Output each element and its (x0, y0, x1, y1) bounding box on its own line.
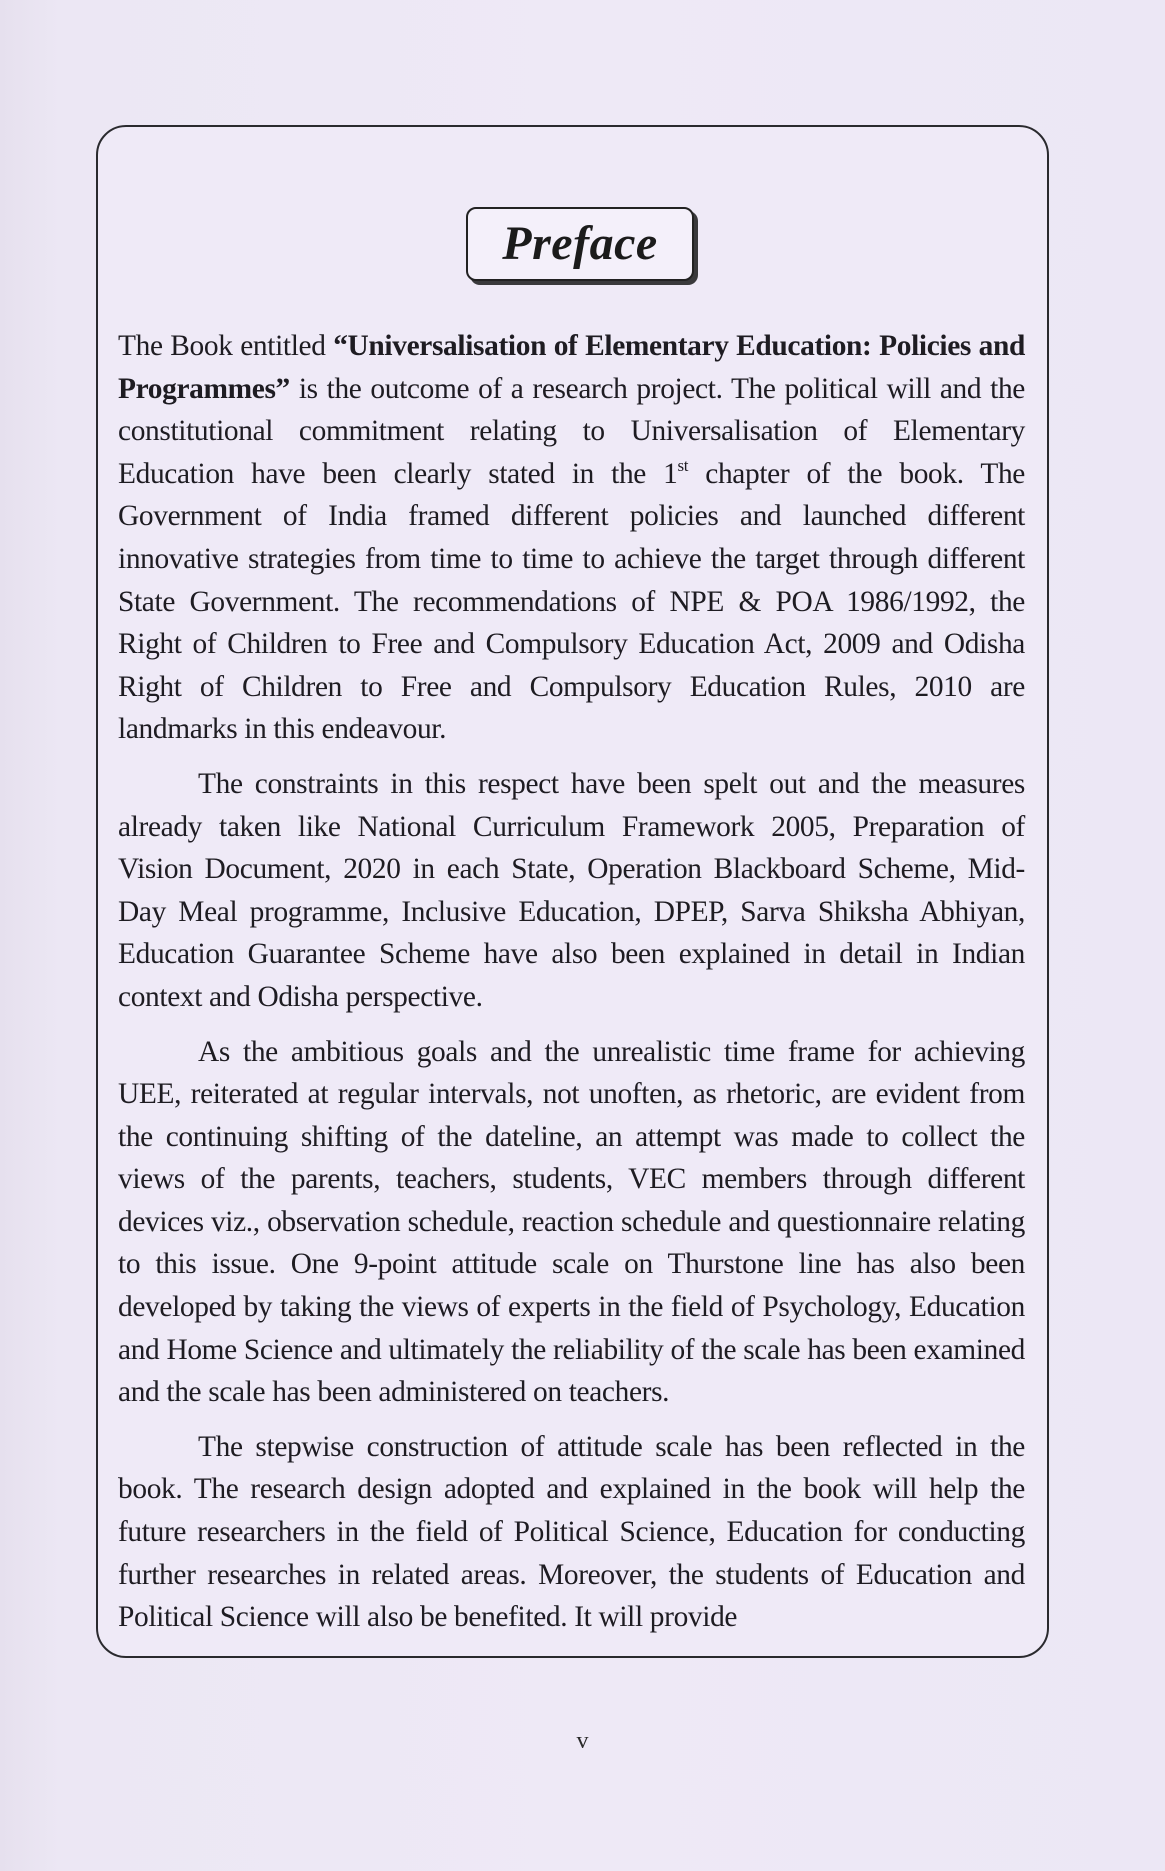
paragraph-2: The constraints in this respect have been spelt out and the measures already taken like National Curriculum Framework 2005, Preparation of Vision Document, 2020 in each State, Operation Blackboard Scheme, Mid-Day Meal programme, Inclusive Education, DPEP, Sarva Shiksha Abhiyan, Education Guarantee Scheme have also been explained in detail in Indian context and Odisha perspective. (118, 767, 1025, 1013)
title-box (466, 207, 694, 281)
paragraph-1-text: is the outcome of a research project. The political will and the constitutional commitment relating to Universalisation of Elementary Education have been clearly stated in the 1 (118, 372, 1025, 490)
paragraph-1-intro: The Book entitled (118, 330, 334, 362)
page-number: v (576, 1728, 589, 1754)
paragraph-1 (118, 325, 1025, 751)
preface-body (118, 325, 1025, 1651)
page-title: Preface (502, 217, 658, 270)
paragraph-4: The stepwise construction of attitude scale has been reflected in the book. The research design adopted and explained in the book will help the future researchers in the field of Political Science, Education for conducting further researches in related areas. Moreover, the students of Education and Political Science will also be benefited. It will provide (118, 1430, 1025, 1634)
book-title: “Universalisation of Elementary Education: Policies and Programmes” (118, 330, 1025, 405)
paragraph-3: As the ambitious goals and the unrealistic time frame for achieving UEE, reiterated at regular intervals, not unoften, as rhetoric, are evident from the continuing shifting of the dateline, an attempt was made to collect the views of the parents, teachers, students, VEC members through different devices viz., observation schedule, reaction schedule and questionnaire relating to this issue. One 9-point attitude scale on Thurstone line has also been developed by taking the views of experts in the field of Psychology, Education and Home Science and ultimately the reliability of the scale has been examined and the scale has been administered on teachers. (118, 1035, 1025, 1409)
paragraph-1-text-cont: chapter of the book. The Government of India framed different policies and launched different innovative strategies from time to time to achieve the target through different State Government. The recommendations of NPE & POA 1986/1992, the Right of Children to Free and Compulsory Education Act, 2009 and Odisha Right of Children to Free and Compulsory Education Rules, 2010 are landmarks in this endeavour. (118, 457, 1025, 746)
ordinal-superscript: st (677, 455, 689, 475)
